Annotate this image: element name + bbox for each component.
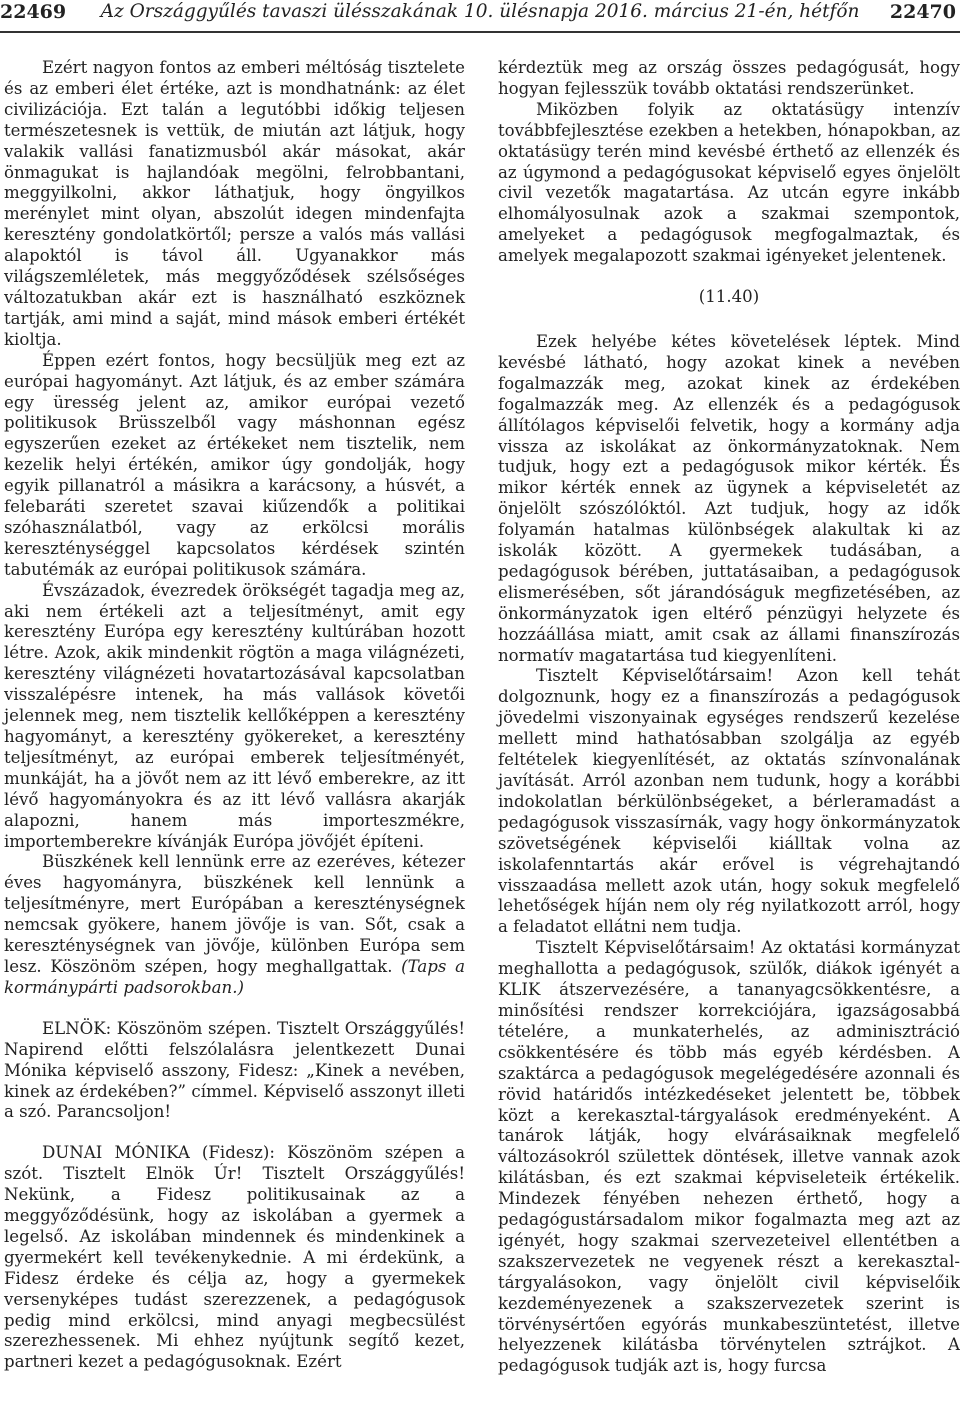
- page-number-left: 22469: [0, 1, 67, 23]
- page-number-right: 22470: [889, 1, 956, 23]
- paragraph: kérdeztük meg az ország összes pedagógusát, hogy hogyan fejlesszük tovább oktatási rendszerünket.: [498, 58, 960, 98]
- paragraph: Miközben folyik az oktatásügy intenzív továbbfejlesztése ezekben a hetekben, hónapokban, az oktatásügy terén mind kevésbé érthető az ellenzék és az úgymond a pedagógusokat képviselő egyes önjelölt civil vezetők magatartása. Az utcán egyre inkább elhomályosulnak azok a szakmai szempontok, amelyeket a pedagógusok megfogalmaztak, és amelyek megalapozott szakmai igényeket jelentenek.: [498, 99, 960, 266]
- paragraph: Ezek helyébe kétes követelések léptek. Mind kevésbé látható, hogy azokat kinek a nevében fogalmazzák meg, azokat kinek az érdekében fogalmazzák meg. Az ellenzék és a pedagógusok állítólagos képviselői felvetik, hogy a kormány adja vissza az iskolákat az önkormányzatoknak. Nem tudjuk, hogy ezt a pedagógusok mikor kérték. És mikor kérték ennek az ügynek a képviseletét az önjelölt szószólóktól. Azt tudjuk, hogy az idők folyamán hatalmas különbségek alakultak ki az iskolák között. A gyermekek tudásában, a pedagógusok bérében, juttatásaiban, a pedagógusok elismerésében, sőt járandóságuk megfizetésében, az önkormányzatok igen eltérő pénzügyi helyzete és hozzáállása miatt, amit csak az állami finanszírozás normatív magatartása tud kiegyenlíteni.: [498, 331, 960, 665]
- paragraph-text: Büszkének kell lennünk erre az ezeréves, kétezer éves hagyományra, büszkének kell lennünk a teljesítményre, mert Európában a kereszténységnek nemcsak gyökere, hanem jövője is van. Sőt, csak a kereszténységnek van jövője, különben Európa sem lesz. Köszönöm szépen, hogy meghallgattak.: [4, 852, 465, 976]
- right-column: [498, 58, 960, 1377]
- paragraph: [4, 852, 465, 998]
- paragraph: Tisztelt Képviselőtársaim! Azon kell tehát dolgoznunk, hogy ez a finanszírozás a pedagógusok jövedelmi viszonyainak egységes rendszerű kezelése mellett mind hathatósabban szolgálja az egyéb feltételek kiegyenlítését, az oktatás színvonalának javítását. Arról azonban nem tudunk, hogy a korábbi indokolatlan bérkülönbségeket, a bérleramadást a pedagógusok visszasírnák, vagy hogy önkormányzatok szövetségének képviselői kiálltak volna az iskolafenntartás akár erővel is végrehajtandó visszaadása mellett azok után, hogy sokuk megfelelő lehetőségek híján nem oly rég nyilatkozott arról, hogy a feladatot ellátni nem tudja.: [498, 666, 960, 937]
- running-title: Az Országgyűlés tavaszi ülésszakának 10. ülésnapja 2016. március 21-én, hétfőn: [100, 1, 860, 22]
- paragraph: Ezért nagyon fontos az emberi méltóság tisztelete és az emberi élet értéke, azt is mondhatnánk: az élet civilizációja. Ezt talán a legutóbbi időkig teljesen természetesnek is vettük, de miután azt látjuk, hogy valakik vallási fanatizmusból akár másokat, akár önmagukat is hajlandóak megölni, felrobbantani, meggyilkolni, akkor láthatjuk, hogy öngyilkos merénylet mint olyan, abszolút idegen mindenfajta keresztény gondolatkörtől; persze a valós más vallási alapoktól is távol áll. Ugyanakkor más világszemléletek, más meggyőződések szélsőséges változatukban akár ezt is használható eszköznek tartják, ami mind a saját, mind mások emberi értékét kioltja.: [4, 58, 465, 349]
- paragraph: Évszázadok, évezredek örökségét tagadja meg az, aki nem értékeli azt a teljesítményt, amit egy keresztény Európa egy keresztény kultúrában hozott létre. Azok, akik mindenkit rögtön a maga világnézeti, keresztény világnézeti hovatartozásával kapcsolatban visszalépésre intenek, ha más vallások követői jelennek meg, nem tisztelik kellőképpen a keresztény hagyományt, a keresztény gyökereket, a keresztény teljesítményt, az európai emberek teljesítményét, munkáját, ha a jövőt nem az itt lévő emberekre, az itt lévő hagyományokra és az itt lévő vallásra akarják alapozni, hanem más importeszmékre, importemberekre kívánják Európa jövőjét építeni.: [4, 580, 465, 851]
- paragraph: Tisztelt Képviselőtársaim! Az oktatási kormányzat meghallotta a pedagógusok, szülők, diákok igényét a KLIK átszervezésére, a tananyagcsökkentésre, a minősítési rendszer korrekciójára, igazságosabbá tételére, a munkaterhelés, az adminisztráció csökkentésére és több más egyéb kérdésben. A szaktárca a pedagógusok megelégedésére azonnali és rövid határidős intézkedéseket jelentett be, többek közt a kerekasztal-tárgyalások eredményeként. A tanárok látják, hogy elvárásaiknak megfelelő változásokról születtek döntések, illetve vannak azok kilátásban, és ezt szakmai képviseleteik értékelik. Mindezek fényében nehezen érthető, hogy a pedagógustársadalom mikor fogalmazta meg azt az igényét, hogy szakmai szervezeteivel ellentétben a szakszervezetek ne vegyenek részt a kerekasztal-tárgyalásokon, vagy önjelölt civil képviselőik kezdeményezenek a szakszervezetek szerint is törvénysértően egyórás munkabeszüntetést, illetve helyezzenek kilátásba törvénytelen sztrájkot. A pedagógusok tudják azt is, hogy furcsa: [498, 938, 960, 1376]
- speaker-paragraph: DUNAI MÓNIKA (Fidesz): Köszönöm szépen a szót. Tisztelt Elnök Úr! Tisztelt Országgyűlés! Nekünk, a Fidesz politikusainak az a meggyőződésünk, hogy az iskolában a gyermek a legelső. Az iskolában mindennek és mindenkinek a gyermekért kell tevékenykednie. A mi érdekünk, a Fidesz érdeke és célja az, hogy a gyermekek versenyképes tudást szerezzenek, a pedagógusok pedig mind erkölcsi, mind anyagi megbecsülést szerezhessenek. Mi ehhez nyújtunk segítő kezet, partneri kezet a pedagógusoknak. Ezért: [4, 1143, 465, 1372]
- paragraph: Éppen ezért fontos, hogy becsüljük meg ezt az európai hagyományt. Azt látjuk, és az ember számára egy üresség jelent az, amikor európai vezető politikusok Brüsszelből vagy máshonnan egész egyszerűen ezeket az értékeket nem tisztelik, nem kezelik helyi értékén, amikor úgy gondolják, hogy egyik pillanatról a másikra a karácsony, a húsvét, a felebaráti szeretet szavai kiűzendők a politikai szóhasználatból, vagy az erkölcsi morális kereszténységgel kapcsolatos kérdések szintén tabutémák az európai politikusok számára.: [4, 350, 465, 579]
- stage-direction: (Taps a kormánypárti padsorokban.): [4, 956, 465, 997]
- speaker-paragraph: ELNÖK: Köszönöm szépen. Tisztelt Országgyűlés! Napirend előtti felszólalásra jelentkezett Dunai Mónika képviselő asszony, Fidesz: „Kinek a nevében, kinek az érdekében?” címmel. Képviselő asszonyt illeti a szó. Parancsoljon!: [4, 1018, 465, 1122]
- time-marker: (11.40): [698, 287, 760, 307]
- page-header: [0, 0, 960, 34]
- left-column: [4, 58, 465, 1373]
- header-rule: [0, 31, 960, 33]
